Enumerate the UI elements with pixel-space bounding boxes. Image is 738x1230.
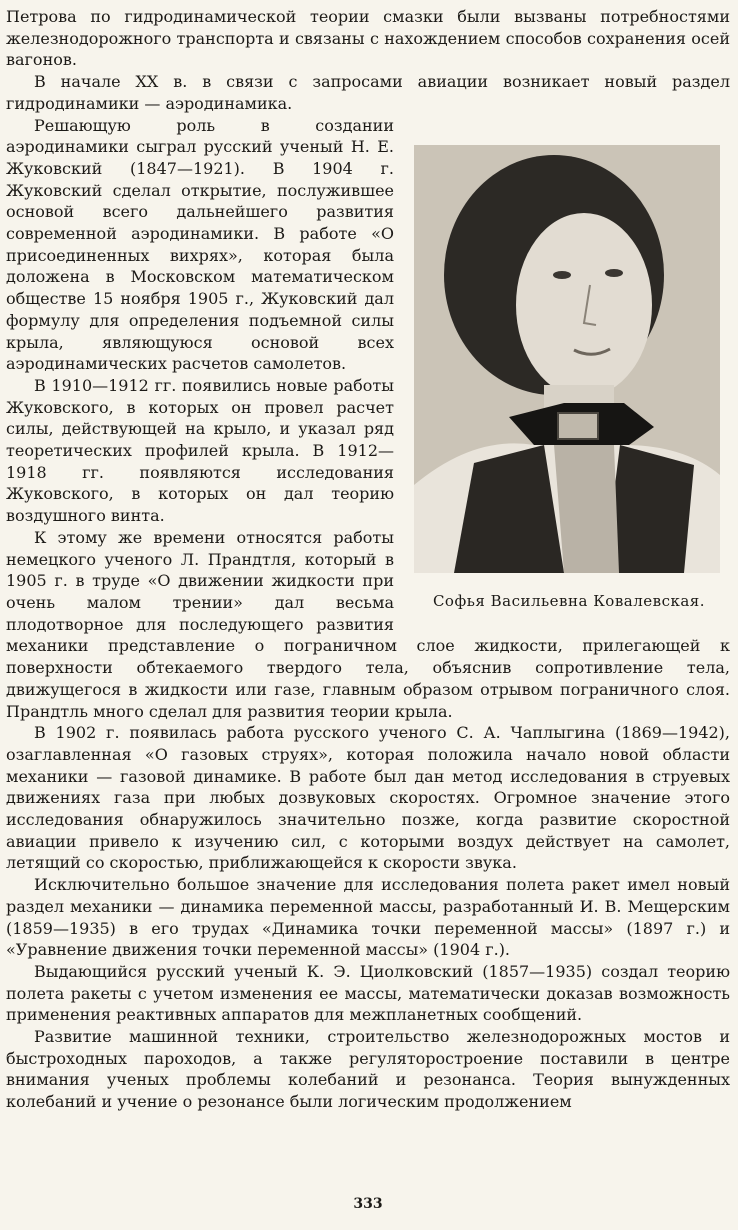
paragraph-zhukovsky-works: В 1910—1912 гг. появились новые работы Жуковского, в которых он провел расчет силы, действующей на крыло, и указал ряд теоретических профилей крыла. В 1912—1918 гг. появляются исследования Жуковского, в которых он дал теорию воздушного винта. <box>6 375 394 526</box>
page <box>6 6 730 1224</box>
paragraph-zhukovsky: Решающую роль в создании аэродинамики сыграл русский ученый Н. Е. Жуковский (1847—1921). В 1904 г. Жуковский сделал открытие, послужившее основой всего дальнейшего развития современной аэродинамики. В работе «О присоединенных вихрях», которая была доложена в Московском математическом обществе 15 ноября 1905 г., Жуковский дал формулу для определения подъемной силы крыла, являющуюся основой всех аэродинамических расчетов самолетов. <box>6 115 394 374</box>
paragraph-hydrodynamics-lubrication: Петрова по гидродинамической теории смазки были вызваны потребностями железнодорожного транспорта и связаны с нахождением способов сохранения осей вагонов. <box>6 7 730 70</box>
figure-caption: Софья Васильевна Ковалевская. <box>432 591 706 610</box>
page-number: 333 <box>353 1196 383 1213</box>
portrait-photo <box>414 145 720 573</box>
paragraph-meshchersky: Исключительно большое значение для исследования полета ракет имел новый раздел механики — динамика переменной массы, разработанный И. В. Мещерским (1859—1935) в его трудах «Динамика точки переменной массы» (1897 г.) и «Уравнение движения точки переменной массы» (1904 г.). <box>6 875 730 960</box>
paragraph-tsiolkovsky: Выдающийся русский ученый К. Э. Циолковский (1857—1935) создал теорию полета ракеты с учетом изменения ее массы, математически доказав возможность применения реактивных аппаратов для межпланетных сообщений. <box>6 961 730 1025</box>
paragraph-aerodynamics-intro: В начале XX в. в связи с запросами авиации возникает новый раздел гидродинамики — аэродинамика. <box>6 72 730 113</box>
paragraph-oscillations: Развитие машинной техники, строительство железнодорожных мостов и быстроходных пароходов, а также регуляторостроение поставили в центре внимания ученых проблемы колебаний и резонанса. Теория вынужденных колебаний и учение о резонансе были логическим продолжением <box>6 1027 730 1112</box>
portrait-image <box>414 145 720 573</box>
portrait-figure <box>408 145 730 613</box>
paragraph-prandtl: К этому же времени относятся работы немецкого ученого Л. Прандтля, который в 1905 г. в труде «О движении жидкости при очень малом трении» дал весьма плодотворное для последующего развития механики представление о пограничном слое жидкости, прилегающей к поверхности обтекаемого твердого тела, объяснив сопротивление тела, движущегося в жидкости или газе, главным образом отрывом пограничного слоя. Прандтль много сделал для развития теории крыла. <box>6 527 730 721</box>
paragraph-chaplygin: В 1902 г. появилась работа русского ученого С. А. Чаплыгина (1869—1942), озаглавленная «О газовых струях», которая положила начало новой области механики — газовой динамике. В работе был дан метод исследования в струевых движениях газа при любых дозвуковых скоростях. Огромное значение этого исследования обнаружилось значительно позже, когда развитие скоростной авиации привело к изучению сил, с которыми воздух действует на самолет, летящий со скоростью, приближающейся к скорости звука. <box>6 723 730 873</box>
